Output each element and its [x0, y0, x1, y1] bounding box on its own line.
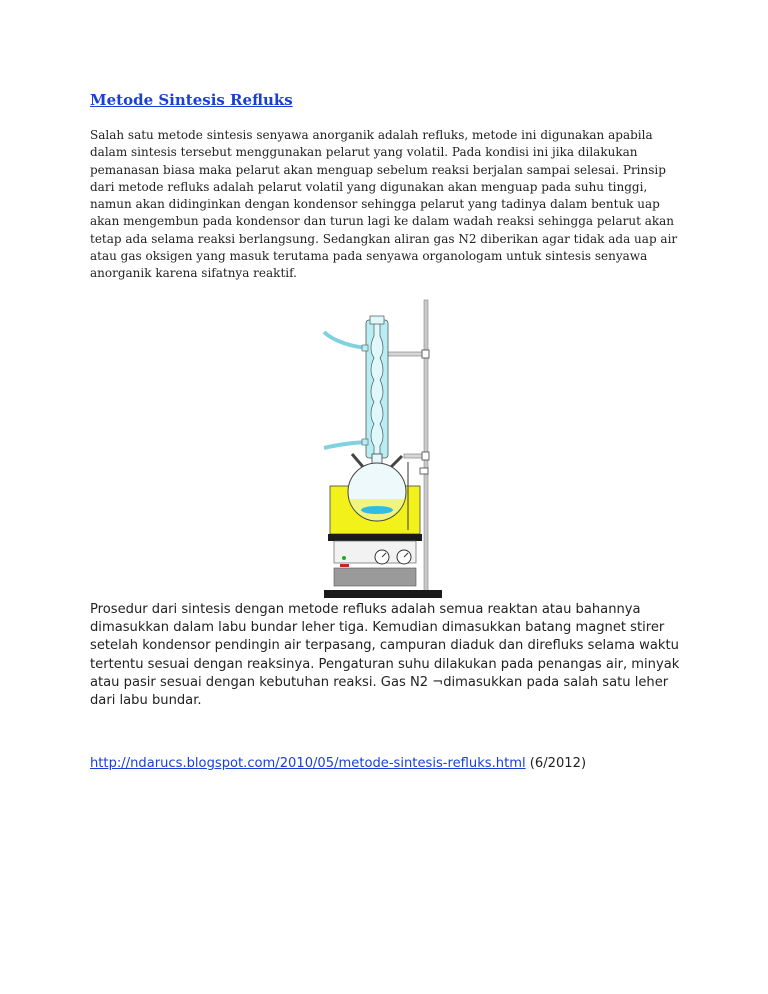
- source-link[interactable]: http://ndarucs.blogspot.com/2010/05/metode-sintesis-refluks.html: [90, 756, 526, 771]
- solution-surface: [361, 506, 393, 514]
- article-title-link[interactable]: Metode Sintesis Refluks: [90, 91, 293, 109]
- condenser-side-arm-bottom: [362, 439, 368, 445]
- thermometer-clamp: [420, 468, 428, 474]
- flask-side-neck-left: [352, 454, 364, 468]
- source-citation: [90, 756, 586, 771]
- hotplate-top: [328, 534, 422, 541]
- procedure-paragraph: Prosedur dari sintesis dengan metode refluks adalah semua reaktan atau bahannya dimasukkan dalam labu bundar leher tiga. Kemudian dimasukkan batang magnet stirer setelah kondensor pendingin air terpasang, campuran diaduk dan direfluks selama waktu tertentu sesuai dengan reaksinya. Pengaturan suhu dilakukan pada penangas air, minyak atau pasir sesuai dengan kebutuhan reaksi. Gas N2 ¬dimasukkan pada salah satu leher dari labu bundar.: [90, 602, 680, 709]
- hotplate-lower: [334, 568, 416, 586]
- condenser-inner-tube: [371, 322, 383, 458]
- condenser-side-arm-top: [362, 345, 368, 351]
- condenser-top: [370, 316, 384, 324]
- source-date: (6/2012): [529, 756, 587, 771]
- power-switch: [340, 564, 349, 567]
- lower-clamp-knob: [422, 452, 429, 460]
- upper-clamp-knob: [422, 350, 429, 358]
- flask-side-neck-right: [390, 456, 402, 468]
- intro-paragraph: Salah satu metode sintesis senyawa anorganik adalah refluks, metode ini digunakan apabila dalam sintesis tersebut menggunakan pelarut yang volatil. Pada kondisi ini jika dilakukan pemanasan biasa maka pelarut akan menguap sebelum reaksi berjalan sampai selesai. Prinsip dari metode refluks adalah pelarut volatil yang digunakan akan menguap pada suhu tinggi, namun akan didinginkan dengan kondensor sehingga pelarut yang tadinya dalam bentuk uap akan mengembun pada kondensor dan turun lagi ke dalam wadah reaksi sehingga pelarut akan tetap ada selama reaksi berlangsung. Sedangkan aliran gas N2 diberikan agar tidak ada uap air atau gas oksigen yang masuk terutama pada senyawa organologam untuk sintesis senyawa anorganik karena sifatnya reaktif.: [90, 128, 678, 281]
- stand-rod: [424, 300, 428, 592]
- reflux-apparatus-illustration: [312, 296, 458, 602]
- power-indicator: [342, 556, 346, 560]
- stand-base: [324, 590, 442, 598]
